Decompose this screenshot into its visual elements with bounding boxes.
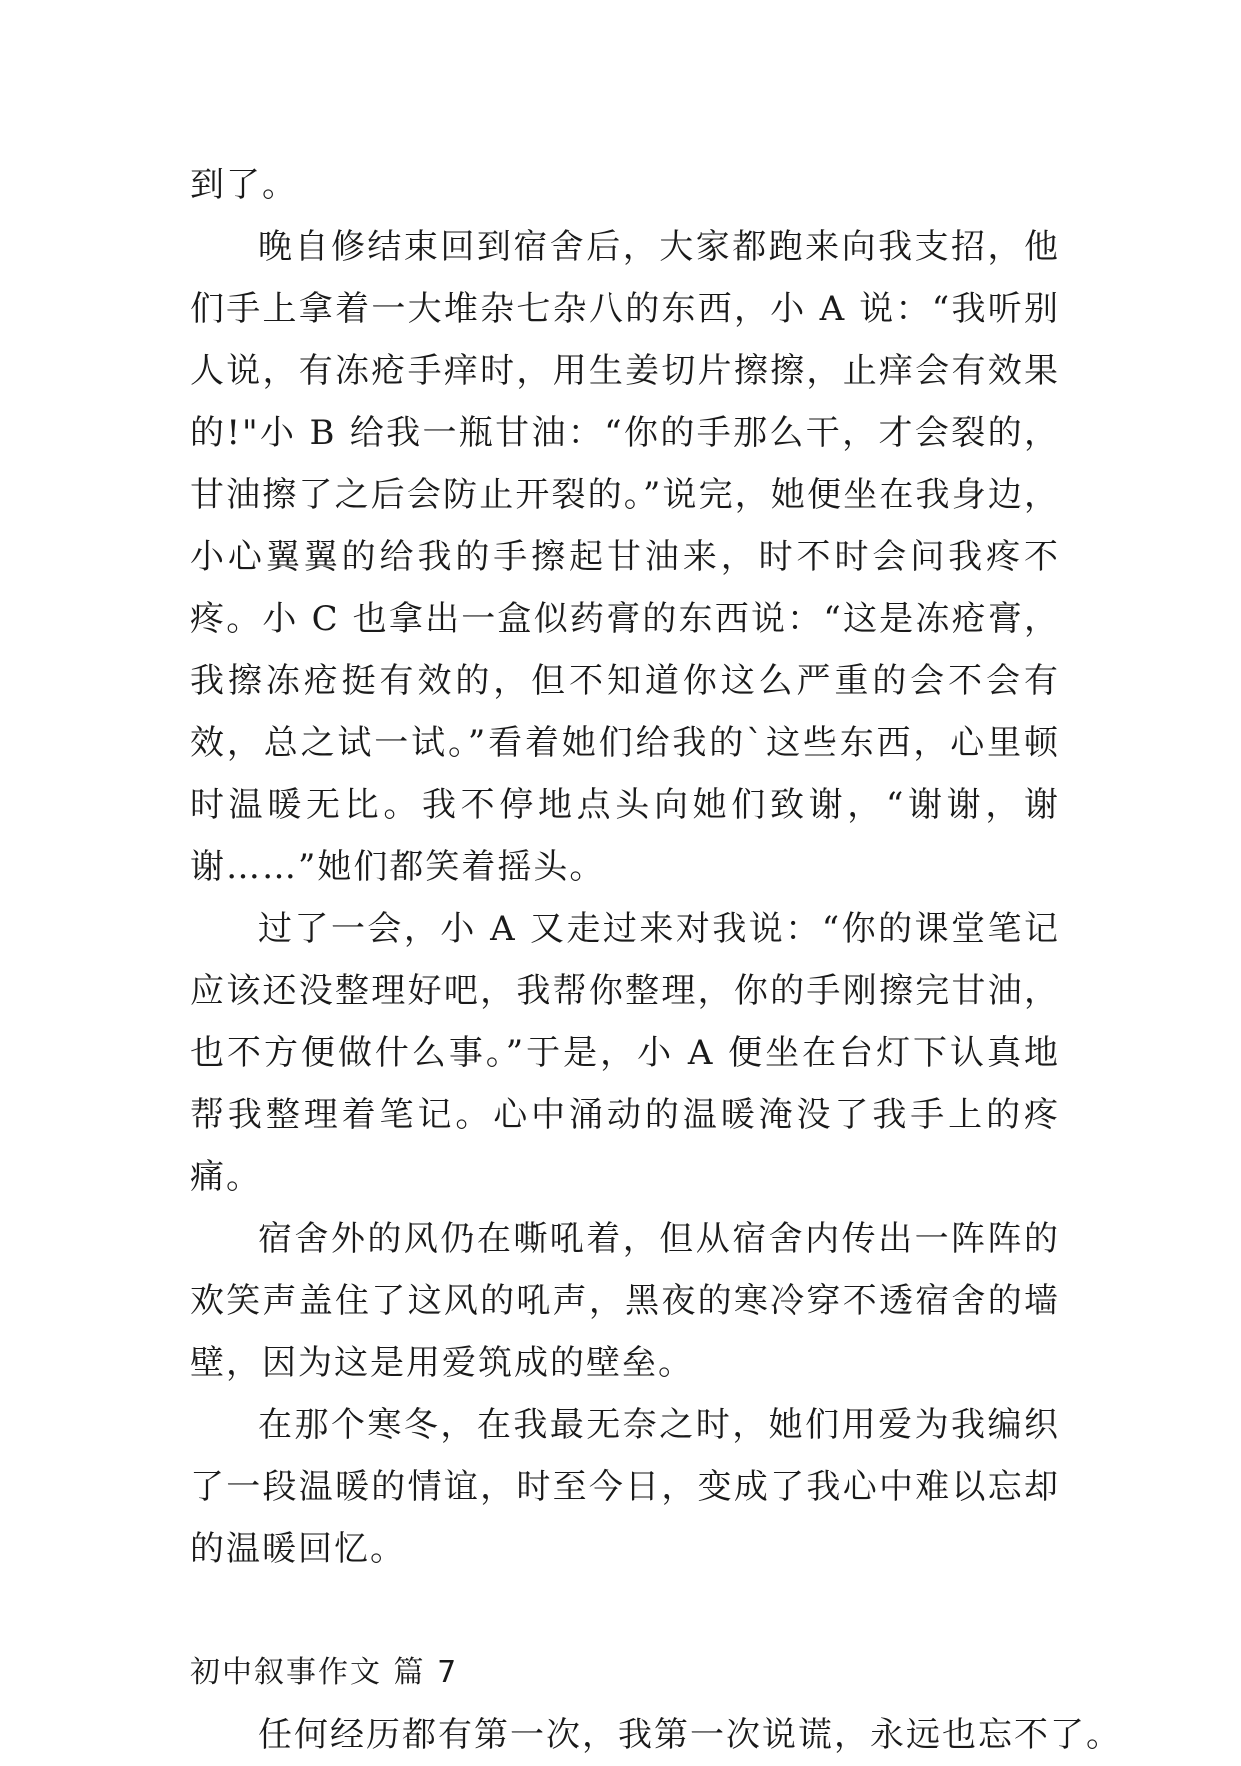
paragraph: 晚自修结束回到宿舍后，大家都跑来向我支招，他们手上拿着一大堆杂七杂八的东西，小 A 说：“我听别人说，有冻疮手痒时，用生姜切片擦擦，止痒会有效果的!"小 B 给我一瓶甘油：“你的手那么干，才会裂的，甘油擦了之后会防止开裂的。”说完，她便坐在我身边，小心翼翼的给我的手擦起甘油来，时不时会问我疼不疼。小 C 也拿出一盒似药膏的东西说：“这是冻疮膏，我擦冻疮挺有效的，但不知道你这么严重的会不会有效，总之试一试。”看着她们给我的`这些东西，心里顿时温暖无比。我不停地点头向她们致谢，“谢谢，谢谢……”她们都笑着摇头。	[190, 227, 1060, 887]
document-body	[190, 154, 1122, 1766]
paragraph: 在那个寒冬，在我最无奈之时，她们用爱为我编织了一段温暖的情谊，时至今日，变成了我心中难以忘却的温暖回忆。	[190, 1405, 1060, 1569]
section-heading: 初中叙事作文 篇 7	[190, 1655, 459, 1690]
paragraph: 宿舍外的风仍在嘶吼着，但从宿舍内传出一阵阵的欢笑声盖住了这风的吼声，黑夜的寒冷穿不透宿舍的墙壁，因为这是用爱筑成的壁垒。	[190, 1219, 1060, 1383]
paragraph: 任何经历都有第一次，我第一次说谎，永远也忘不了。	[258, 1715, 1122, 1755]
paragraph: 过了一会，小 A 又走过来对我说：“你的课堂笔记应该还没整理好吧，我帮你整理，你的手刚擦完甘油，也不方便做什么事。”于是，小 A 便坐在台灯下认真地帮我整理着笔记。心中涌动的温暖淹没了我手上的疼痛。	[190, 909, 1060, 1197]
paragraph-continuation: 到了。	[190, 165, 298, 205]
